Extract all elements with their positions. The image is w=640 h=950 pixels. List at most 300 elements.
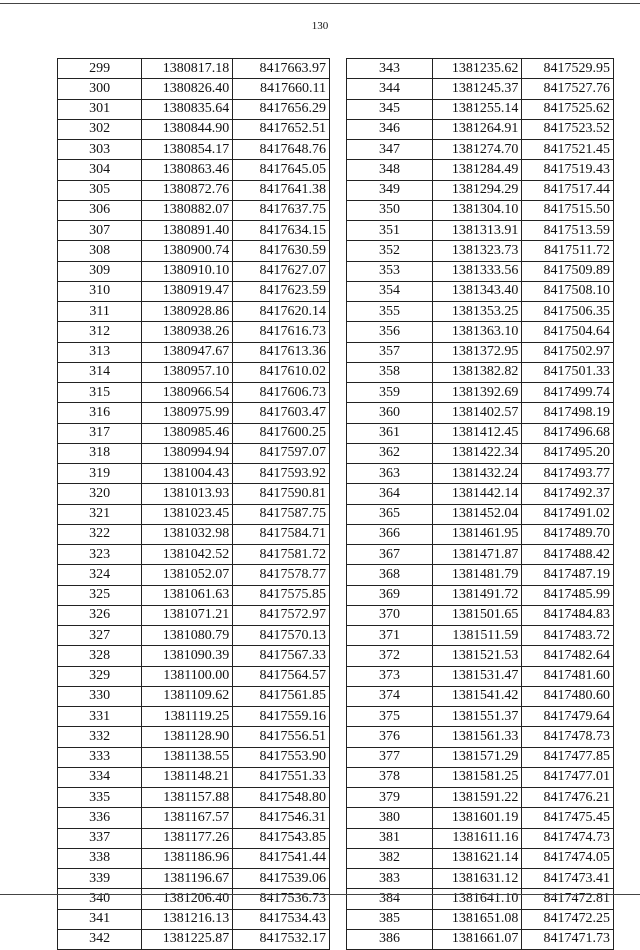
y-coordinate-cell: 8417641.38 [233,180,330,200]
point-number-cell: 308 [58,241,142,261]
x-coordinate-cell: 1381023.45 [142,504,233,524]
x-coordinate-cell: 1380891.40 [142,221,233,241]
x-coordinate-cell: 1381461.95 [433,524,522,544]
x-coordinate-cell: 1381100.00 [142,666,233,686]
table-row [347,464,614,484]
x-coordinate-cell: 1381501.65 [433,605,522,625]
table-row [58,484,330,504]
table-row [58,504,330,524]
y-coordinate-cell: 8417553.90 [233,747,330,767]
y-coordinate-cell: 8417620.14 [233,302,330,322]
x-coordinate-cell: 1381541.42 [433,686,522,706]
x-coordinate-cell: 1381264.91 [433,119,522,139]
table-row [58,79,330,99]
point-number-cell: 336 [58,808,142,828]
x-coordinate-cell: 1381442.14 [433,484,522,504]
table-row [58,909,330,929]
point-number-cell: 369 [347,585,433,605]
y-coordinate-cell: 8417581.72 [233,545,330,565]
x-coordinate-cell: 1381148.21 [142,767,233,787]
y-coordinate-cell: 8417485.99 [522,585,614,605]
point-number-cell: 307 [58,221,142,241]
y-coordinate-cell: 8417584.71 [233,524,330,544]
x-coordinate-cell: 1381186.96 [142,848,233,868]
table-row [347,848,614,868]
point-number-cell: 349 [347,180,433,200]
x-coordinate-cell: 1381225.87 [142,929,233,949]
y-coordinate-cell: 8417572.97 [233,605,330,625]
y-coordinate-cell: 8417536.73 [233,889,330,909]
x-coordinate-cell: 1380882.07 [142,200,233,220]
x-coordinate-cell: 1381422.34 [433,443,522,463]
point-number-cell: 383 [347,869,433,889]
point-number-cell: 300 [58,79,142,99]
point-number-cell: 377 [347,747,433,767]
table-row [347,79,614,99]
y-coordinate-cell: 8417504.64 [522,322,614,342]
y-coordinate-cell: 8417616.73 [233,322,330,342]
table-row [58,423,330,443]
table-row [347,322,614,342]
x-coordinate-cell: 1381255.14 [433,99,522,119]
table-row [347,889,614,909]
x-coordinate-cell: 1381274.70 [433,140,522,160]
y-coordinate-cell: 8417660.11 [233,79,330,99]
point-number-cell: 372 [347,646,433,666]
x-coordinate-cell: 1380844.90 [142,119,233,139]
point-number-cell: 341 [58,909,142,929]
point-number-cell: 330 [58,686,142,706]
x-coordinate-cell: 1380835.64 [142,99,233,119]
x-coordinate-cell: 1380817.18 [142,59,233,79]
coordinates-table-left [57,58,330,950]
point-number-cell: 347 [347,140,433,160]
table-row [58,727,330,747]
table-row [347,869,614,889]
y-coordinate-cell: 8417509.89 [522,261,614,281]
point-number-cell: 351 [347,221,433,241]
table-row [347,524,614,544]
point-number-cell: 359 [347,383,433,403]
x-coordinate-cell: 1381343.40 [433,281,522,301]
y-coordinate-cell: 8417492.37 [522,484,614,504]
y-coordinate-cell: 8417495.20 [522,443,614,463]
y-coordinate-cell: 8417546.31 [233,808,330,828]
table-row [58,646,330,666]
table-row [347,626,614,646]
y-coordinate-cell: 8417645.05 [233,160,330,180]
y-coordinate-cell: 8417517.44 [522,180,614,200]
x-coordinate-cell: 1381581.25 [433,767,522,787]
point-number-cell: 382 [347,848,433,868]
table-row [347,221,614,241]
point-number-cell: 364 [347,484,433,504]
x-coordinate-cell: 1380919.47 [142,281,233,301]
table-row [347,767,614,787]
y-coordinate-cell: 8417502.97 [522,342,614,362]
y-coordinate-cell: 8417519.43 [522,160,614,180]
x-coordinate-cell: 1381471.87 [433,545,522,565]
x-coordinate-cell: 1380872.76 [142,180,233,200]
x-coordinate-cell: 1380985.46 [142,423,233,443]
y-coordinate-cell: 8417487.19 [522,565,614,585]
table-row [347,342,614,362]
table-row [347,828,614,848]
y-coordinate-cell: 8417473.41 [522,869,614,889]
y-coordinate-cell: 8417480.60 [522,686,614,706]
table-row [347,200,614,220]
y-coordinate-cell: 8417590.81 [233,484,330,504]
point-number-cell: 313 [58,342,142,362]
point-number-cell: 352 [347,241,433,261]
table-row [58,241,330,261]
point-number-cell: 366 [347,524,433,544]
x-coordinate-cell: 1381631.12 [433,869,522,889]
x-coordinate-cell: 1381363.10 [433,322,522,342]
y-coordinate-cell: 8417634.15 [233,221,330,241]
x-coordinate-cell: 1381511.59 [433,626,522,646]
point-number-cell: 340 [58,889,142,909]
table-row [347,281,614,301]
y-coordinate-cell: 8417472.81 [522,889,614,909]
y-coordinate-cell: 8417534.43 [233,909,330,929]
point-number-cell: 360 [347,403,433,423]
y-coordinate-cell: 8417623.59 [233,281,330,301]
point-number-cell: 316 [58,403,142,423]
x-coordinate-cell: 1381323.73 [433,241,522,261]
x-coordinate-cell: 1381551.37 [433,707,522,727]
x-coordinate-cell: 1381196.67 [142,869,233,889]
y-coordinate-cell: 8417481.60 [522,666,614,686]
point-number-cell: 337 [58,828,142,848]
y-coordinate-cell: 8417603.47 [233,403,330,423]
point-number-cell: 304 [58,160,142,180]
point-number-cell: 301 [58,99,142,119]
x-coordinate-cell: 1381013.93 [142,484,233,504]
table-row [58,362,330,382]
x-coordinate-cell: 1381531.47 [433,666,522,686]
table-row [347,362,614,382]
y-coordinate-cell: 8417508.10 [522,281,614,301]
y-coordinate-cell: 8417484.83 [522,605,614,625]
y-coordinate-cell: 8417506.35 [522,302,614,322]
y-coordinate-cell: 8417474.05 [522,848,614,868]
point-number-cell: 328 [58,646,142,666]
table-row [347,140,614,160]
page-number: 130 [311,20,329,32]
x-coordinate-cell: 1380900.74 [142,241,233,261]
point-number-cell: 305 [58,180,142,200]
y-coordinate-cell: 8417529.95 [522,59,614,79]
y-coordinate-cell: 8417663.97 [233,59,330,79]
y-coordinate-cell: 8417575.85 [233,585,330,605]
y-coordinate-cell: 8417511.72 [522,241,614,261]
table-row [347,423,614,443]
y-coordinate-cell: 8417532.17 [233,929,330,949]
point-number-cell: 358 [347,362,433,382]
table-row [347,585,614,605]
x-coordinate-cell: 1381372.95 [433,342,522,362]
point-number-cell: 357 [347,342,433,362]
table-row [347,808,614,828]
table-row [58,585,330,605]
x-coordinate-cell: 1381206.40 [142,889,233,909]
point-number-cell: 331 [58,707,142,727]
x-coordinate-cell: 1381521.53 [433,646,522,666]
point-number-cell: 325 [58,585,142,605]
table-row [58,119,330,139]
point-number-cell: 320 [58,484,142,504]
table-row [58,808,330,828]
table-row [347,788,614,808]
point-number-cell: 375 [347,707,433,727]
y-coordinate-cell: 8417600.25 [233,423,330,443]
table-row [58,869,330,889]
point-number-cell: 378 [347,767,433,787]
point-number-cell: 332 [58,727,142,747]
x-coordinate-cell: 1381071.21 [142,605,233,625]
table-row [58,180,330,200]
point-number-cell: 356 [347,322,433,342]
point-number-cell: 314 [58,362,142,382]
y-coordinate-cell: 8417477.85 [522,747,614,767]
x-coordinate-cell: 1381284.49 [433,160,522,180]
table-row [58,140,330,160]
y-coordinate-cell: 8417652.51 [233,119,330,139]
y-coordinate-cell: 8417541.44 [233,848,330,868]
y-coordinate-cell: 8417496.68 [522,423,614,443]
table-row [58,160,330,180]
x-coordinate-cell: 1381651.08 [433,909,522,929]
y-coordinate-cell: 8417483.72 [522,626,614,646]
x-coordinate-cell: 1380994.94 [142,443,233,463]
table-row [58,281,330,301]
point-number-cell: 381 [347,828,433,848]
point-number-cell: 380 [347,808,433,828]
point-number-cell: 371 [347,626,433,646]
x-coordinate-cell: 1380826.40 [142,79,233,99]
point-number-cell: 363 [347,464,433,484]
point-number-cell: 322 [58,524,142,544]
y-coordinate-cell: 8417551.33 [233,767,330,787]
point-number-cell: 338 [58,848,142,868]
point-number-cell: 327 [58,626,142,646]
y-coordinate-cell: 8417656.29 [233,99,330,119]
point-number-cell: 326 [58,605,142,625]
point-number-cell: 335 [58,788,142,808]
x-coordinate-cell: 1381333.56 [433,261,522,281]
y-coordinate-cell: 8417610.02 [233,362,330,382]
y-coordinate-cell: 8417491.02 [522,504,614,524]
x-coordinate-cell: 1381004.43 [142,464,233,484]
table-row [58,686,330,706]
table-row [58,443,330,463]
table-row [58,221,330,241]
point-number-cell: 355 [347,302,433,322]
table-row [347,545,614,565]
point-number-cell: 310 [58,281,142,301]
point-number-cell: 303 [58,140,142,160]
table-row [347,565,614,585]
point-number-cell: 344 [347,79,433,99]
x-coordinate-cell: 1381235.62 [433,59,522,79]
point-number-cell: 319 [58,464,142,484]
x-coordinate-cell: 1381090.39 [142,646,233,666]
x-coordinate-cell: 1381382.82 [433,362,522,382]
table-row [347,727,614,747]
y-coordinate-cell: 8417475.45 [522,808,614,828]
y-coordinate-cell: 8417471.73 [522,929,614,949]
point-number-cell: 302 [58,119,142,139]
table-row [58,342,330,362]
x-coordinate-cell: 1381353.25 [433,302,522,322]
x-coordinate-cell: 1381167.57 [142,808,233,828]
y-coordinate-cell: 8417501.33 [522,362,614,382]
table-row [347,504,614,524]
y-coordinate-cell: 8417521.45 [522,140,614,160]
top-rule [0,3,640,4]
y-coordinate-cell: 8417479.64 [522,707,614,727]
x-coordinate-cell: 1381392.69 [433,383,522,403]
point-number-cell: 384 [347,889,433,909]
point-number-cell: 361 [347,423,433,443]
y-coordinate-cell: 8417472.25 [522,909,614,929]
x-coordinate-cell: 1380966.54 [142,383,233,403]
x-coordinate-cell: 1381080.79 [142,626,233,646]
point-number-cell: 343 [347,59,433,79]
table-row [347,302,614,322]
y-coordinate-cell: 8417474.73 [522,828,614,848]
x-coordinate-cell: 1381216.13 [142,909,233,929]
y-coordinate-cell: 8417587.75 [233,504,330,524]
table-row [347,929,614,949]
table-row [347,484,614,504]
table-row [347,119,614,139]
x-coordinate-cell: 1381611.16 [433,828,522,848]
y-coordinate-cell: 8417523.52 [522,119,614,139]
table-row [347,909,614,929]
table-row [347,443,614,463]
y-coordinate-cell: 8417515.50 [522,200,614,220]
table-row [58,565,330,585]
point-number-cell: 386 [347,929,433,949]
point-number-cell: 318 [58,443,142,463]
table-row [347,686,614,706]
table-row [58,788,330,808]
point-number-cell: 306 [58,200,142,220]
point-number-cell: 353 [347,261,433,281]
point-number-cell: 346 [347,119,433,139]
x-coordinate-cell: 1381294.29 [433,180,522,200]
point-number-cell: 385 [347,909,433,929]
table-row [58,848,330,868]
table-row [58,322,330,342]
y-coordinate-cell: 8417630.59 [233,241,330,261]
y-coordinate-cell: 8417548.80 [233,788,330,808]
x-coordinate-cell: 1381481.79 [433,565,522,585]
table-row [58,828,330,848]
point-number-cell: 365 [347,504,433,524]
table-row [58,767,330,787]
y-coordinate-cell: 8417527.76 [522,79,614,99]
table-row [347,160,614,180]
x-coordinate-cell: 1381491.72 [433,585,522,605]
table-row [58,666,330,686]
table-row [347,707,614,727]
x-coordinate-cell: 1380854.17 [142,140,233,160]
point-number-cell: 339 [58,869,142,889]
table-row [347,241,614,261]
x-coordinate-cell: 1381119.25 [142,707,233,727]
point-number-cell: 345 [347,99,433,119]
x-coordinate-cell: 1381402.57 [433,403,522,423]
x-coordinate-cell: 1381061.63 [142,585,233,605]
point-number-cell: 374 [347,686,433,706]
y-coordinate-cell: 8417648.76 [233,140,330,160]
table-row [58,545,330,565]
x-coordinate-cell: 1381412.45 [433,423,522,443]
point-number-cell: 350 [347,200,433,220]
y-coordinate-cell: 8417564.57 [233,666,330,686]
x-coordinate-cell: 1381052.07 [142,565,233,585]
y-coordinate-cell: 8417476.21 [522,788,614,808]
x-coordinate-cell: 1381641.10 [433,889,522,909]
y-coordinate-cell: 8417637.75 [233,200,330,220]
x-coordinate-cell: 1381128.90 [142,727,233,747]
point-number-cell: 315 [58,383,142,403]
x-coordinate-cell: 1381042.52 [142,545,233,565]
point-number-cell: 321 [58,504,142,524]
x-coordinate-cell: 1380957.10 [142,362,233,382]
x-coordinate-cell: 1381591.22 [433,788,522,808]
y-coordinate-cell: 8417606.73 [233,383,330,403]
point-number-cell: 348 [347,160,433,180]
x-coordinate-cell: 1381109.62 [142,686,233,706]
table-row [58,747,330,767]
y-coordinate-cell: 8417525.62 [522,99,614,119]
table-row [347,99,614,119]
point-number-cell: 368 [347,565,433,585]
y-coordinate-cell: 8417498.19 [522,403,614,423]
x-coordinate-cell: 1380928.86 [142,302,233,322]
x-coordinate-cell: 1381621.14 [433,848,522,868]
table-row [347,605,614,625]
x-coordinate-cell: 1381032.98 [142,524,233,544]
x-coordinate-cell: 1380938.26 [142,322,233,342]
table-row [347,403,614,423]
table-row [58,59,330,79]
point-number-cell: 317 [58,423,142,443]
x-coordinate-cell: 1381245.37 [433,79,522,99]
point-number-cell: 354 [347,281,433,301]
point-number-cell: 311 [58,302,142,322]
x-coordinate-cell: 1381138.55 [142,747,233,767]
y-coordinate-cell: 8417539.06 [233,869,330,889]
table-row [347,666,614,686]
point-number-cell: 329 [58,666,142,686]
y-coordinate-cell: 8417597.07 [233,443,330,463]
y-coordinate-cell: 8417543.85 [233,828,330,848]
y-coordinate-cell: 8417570.13 [233,626,330,646]
table-row [347,646,614,666]
y-coordinate-cell: 8417489.70 [522,524,614,544]
table-row [58,302,330,322]
point-number-cell: 323 [58,545,142,565]
y-coordinate-cell: 8417493.77 [522,464,614,484]
table-row [58,464,330,484]
y-coordinate-cell: 8417556.51 [233,727,330,747]
table-row [58,929,330,949]
